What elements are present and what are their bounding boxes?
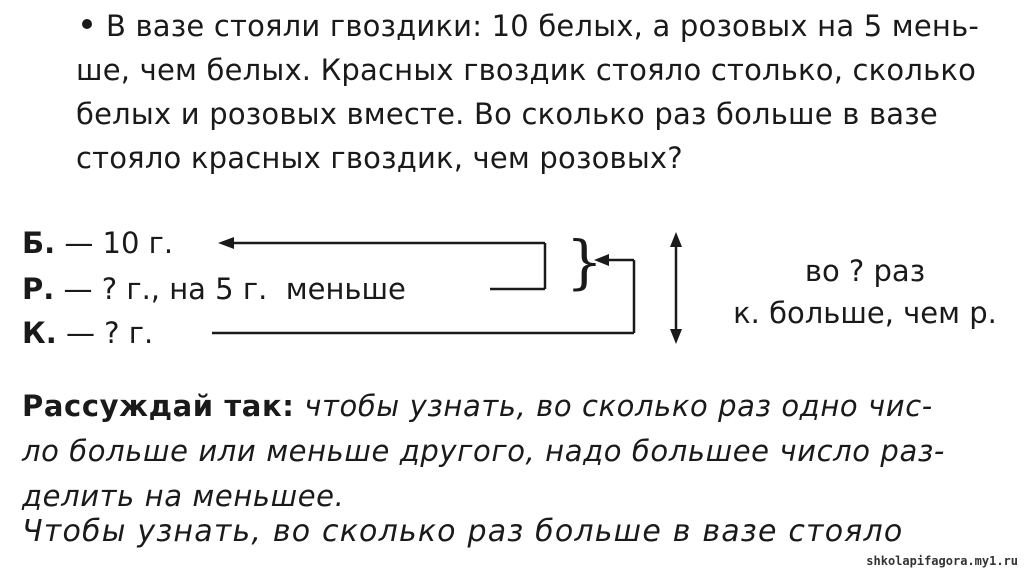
problem-line-2: ше, чем белых. Красных гвоздик стояло столько, сколько xyxy=(76,53,977,87)
row-pink-text: — ? г., на 5 г. меньше xyxy=(54,272,406,306)
reasoning-line-1-text: чтобы узнать, во сколько раз одно чис- xyxy=(294,389,933,423)
row-red-text: — ? г. xyxy=(56,316,154,350)
row-red-letter: К. xyxy=(22,316,57,350)
row-white-text: — 10 г. xyxy=(55,226,174,260)
answer-line-2: к. больше, чем р. xyxy=(733,296,997,330)
row-red xyxy=(22,316,153,350)
problem-line-1-text: В вазе стояли гвоздики: 10 белых, а розовых на 5 мень- xyxy=(106,9,980,43)
reasoning-line-4: Чтобы узнать, во сколько раз больше в вазе стояло xyxy=(22,514,904,549)
row-white xyxy=(22,226,173,260)
site-watermark: shkolapifagora.my1.ru xyxy=(866,554,1018,568)
reasoning-line-1 xyxy=(22,384,1022,429)
reasoning-line-3: делить на меньшее. xyxy=(22,479,345,513)
answer-line-1: во ? раз xyxy=(804,254,926,288)
row-white-letter: Б. xyxy=(22,226,56,260)
row-pink-letter: Р. xyxy=(22,272,55,306)
compare-arrow-down-icon xyxy=(670,329,682,344)
reasoning-lead: Рассуждай так: xyxy=(22,389,295,423)
white-arrow-head-icon xyxy=(218,237,234,249)
brace-symbol: } xyxy=(566,228,603,296)
row-pink xyxy=(22,272,406,306)
reasoning-block xyxy=(22,384,1022,549)
reasoning-line-2: ло больше или меньше другого, надо большее число раз- xyxy=(22,434,945,468)
problem-line-3: белых и розовых вместе. Во сколько раз больше в вазе xyxy=(76,97,938,131)
problem-line-4: стояло красных гвоздик, чем розовых? xyxy=(76,141,683,175)
compare-arrow-up-icon xyxy=(670,232,682,247)
